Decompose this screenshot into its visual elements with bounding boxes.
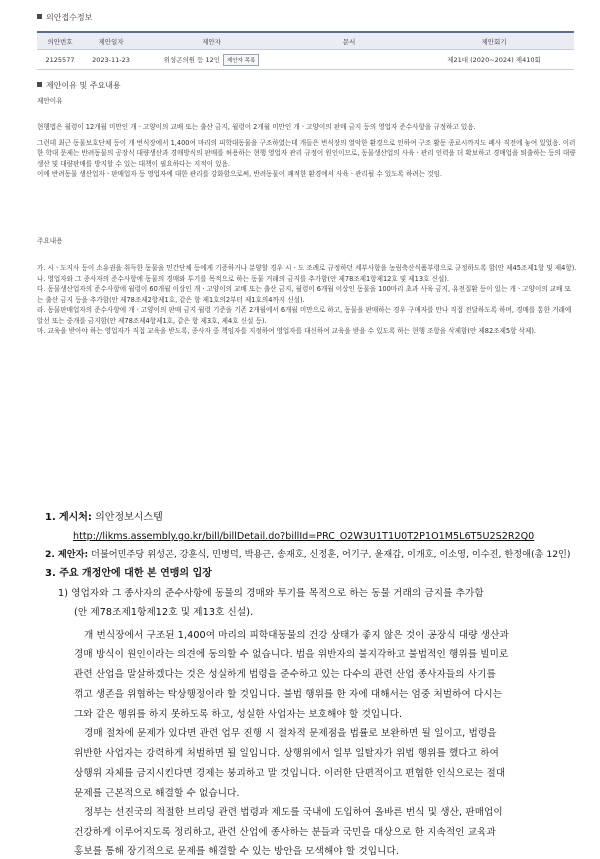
reason-section-title: 제안이유 및 주요내용 xyxy=(37,80,121,91)
proposer-name: 위성곤의원 등 12인 xyxy=(163,55,221,64)
table-row xyxy=(37,50,574,70)
session-cell: 제21대 (2020~2024) 제410회 xyxy=(414,50,574,70)
para-line: 건강하게 이루어지도록 정리하고, 관련 산업에 종사하는 분들과 국민을 대상으로 한 지속적인 교육과 xyxy=(74,827,496,838)
item-1: 1. 게시처: 의안정보시스템 xyxy=(45,512,163,523)
header-date: 제안일자 xyxy=(83,32,139,50)
para-line: 꺾고 생존을 위협하는 탁상행정이라 할 것입니다. 불법 행위를 한 자에 대해서는 엄중 처벌하여 다시는 xyxy=(74,689,503,700)
para-line: 경매 방식이 원인이라는 의견에 동의할 수 없습니다. 법을 위반자의 불지각하고 불법적인 행위를 빌미로 xyxy=(74,649,509,660)
header-proposer: 제안자 xyxy=(139,32,284,50)
table-header-row xyxy=(37,32,574,50)
proposer-cell xyxy=(139,50,284,70)
bullet-icon xyxy=(37,82,42,87)
item-2: 2. 제안자: 더불어민주당 위성곤, 강훈식, 민병덕, 박용근, 송재호, 신정훈, 어기구, 윤재갑, 이개호, 이소영, 이수진, 한정애(총 12인) xyxy=(45,549,571,560)
reason-text xyxy=(37,122,577,180)
proposal-date: 2023-11-23 xyxy=(83,50,139,70)
content-item: 다. 동물생산업자의 준수사항에 월령이 60개월 이상인 개ㆍ고양이의 교배 또는 출산 금지, 월령이 6개월 이상인 동물을 100마리 초과 사육 금지, 유전질환 등이 있는 개ㆍ고양이의 교배 또는 출산 금지 등을 추가함(안 제78조제2항제1호, 같은 항 제1호의2부터 제1호의4까지 신설). xyxy=(37,285,571,304)
proposer-list-button[interactable]: 제안자 목록 xyxy=(223,54,259,66)
bill-number: 2125577 xyxy=(37,50,83,70)
content-item: 가. 시ㆍ도지사 등이 소유권을 취득한 동물을 민간단체 등에게 기증하거나 분양할 경우 시ㆍ도 조례로 규정하던 세부사항을 농림축산식품부령으로 규정하도록 함(안 제45조제1항 및 제4항). xyxy=(37,264,577,272)
sub-item-1-ref: (안 제78조제1항제12호 및 제13호 신설). xyxy=(74,607,254,618)
item-3-value: 주요 개정안에 대한 본 연맹의 입장 xyxy=(59,568,212,579)
reason-paragraph: 이에 반려동물 생산업자ㆍ판매업자 등 영업자에 대한 관리를 강화함으로써, 반려동물이 쾌적한 환경에서 사육ㆍ관리될 수 있도록 하려는 것임. xyxy=(37,170,443,178)
para-line: 정부는 선진국의 적절한 브리딩 관련 법령과 제도를 국내에 도입하여 올바른 번식 및 생산, 판매업이 xyxy=(84,807,503,818)
bill-detail-link[interactable]: http://likms.assembly.go.kr/bill/billDetail.do?billId=PRC_O2W3U1T1U0T2P1O1M5L6T5U2S2R2Q0 xyxy=(73,531,535,542)
header-document: 문서 xyxy=(284,32,414,50)
item-2-value: 더불어민주당 위성곤, 강훈식, 민병덕, 박용근, 송재호, 신정훈, 어기구, 윤재갑, 이개호, 이소영, 이수진, 한정애(총 12인) xyxy=(91,549,571,560)
para-line: 경매 절차에 문제가 있다면 관련 업무 진행 시 절차적 문제점을 법률로 보완하면 될 일이고, 법령을 xyxy=(84,728,497,739)
content-item: 라. 동물판매업자의 준수사항에 개ㆍ고양이의 판매 금지 월령 기준을 기존 2개월에서 6개월 미만으로 하고, 동물을 판매하는 경우 구매자를 만나 직접 전달하도록 하며, 경매를 통한 거래에 알선 또는 중개를 금지함(안 제78조제4항제1호, 같은 항 제3호, 제4호 신설 등). xyxy=(37,306,572,325)
sub-item-1: 1) 영업자와 그 종사자의 준수사항에 동물의 경매와 투기를 목적으로 하는 동물 거래의 금지를 추가함 xyxy=(58,588,484,599)
header-session: 제안회기 xyxy=(414,32,574,50)
bill-info-section-title: 의안접수정보 xyxy=(37,12,92,23)
content-item: 마. 교육을 받아야 하는 영업자가 직접 교육을 받도록, 종사자 중 책임자를 지정하여 영업자를 대신하여 교육을 받을 수 있도록 하는 현행 조항을 삭제함(안 제82조제5항 삭제). xyxy=(37,327,536,335)
para-line: 개 번식장에서 구조된 1,400여 마리의 피학대동물의 건강 상태가 좋지 않은 것이 공장식 대량 생산과 xyxy=(84,630,509,641)
para-line: 문제를 근본적으로 해결할 수 없습니다. xyxy=(74,788,240,799)
document-cell xyxy=(284,50,414,70)
reason-heading: 제안이유 xyxy=(37,97,63,105)
para-line: 상행위 자체를 금지시킨다면 경제는 붕괴하고 말 것입니다. 이러한 단편적이고 편협한 인식으로는 절대 xyxy=(74,768,506,779)
para-line: 그와 같은 행위를 하지 못하도록 하고, 성실한 사업자는 보호해야 할 것입니다. xyxy=(74,709,403,720)
para-line: 위반한 사업자는 강력하게 처벌하면 될 일입니다. 상행위에서 일부 일탈자가 위법 행위를 했다고 하여 xyxy=(74,748,500,759)
item-3: 3. 주요 개정안에 대한 본 연맹의 입장 xyxy=(45,568,212,579)
reason-paragraph: 그런데 최근 동물보호단체 등이 개 번식장에서 1,400여 마리의 피학대동물을 구조하였는데 개들은 번식장의 열악한 환경으로 인하여 구조 활동 종료시까지도 폐사 직전에 놓여 있었음. 이러한 학대 문제는 반려동물의 공장식 대량생산과 경매방식의 판매를 허용하는 현행 영업자 관리 규정이 원인이므로, 동물생산업의 사육ㆍ관리 인력을 더 확보하고 경매업을 퇴출하는 등의 대량생산 및 대량판매를 방지할 수 있는 대책이 필요하다는 지적이 있음. xyxy=(37,138,576,168)
content-list xyxy=(37,263,577,337)
bullet-icon xyxy=(37,14,42,19)
para-line: 홍보를 통해 장기적으로 문제를 해결할 수 있는 방안을 모색해야 할 것입니다. xyxy=(74,846,400,857)
para-line: 관련 산업을 말살하겠다는 것은 성실하게 법령을 준수하고 있는 다수의 관련 산업 종사자들의 사기를 xyxy=(74,669,496,680)
reason-paragraph: 현행법은 월령이 12개월 미만인 개ㆍ고양이의 교배 또는 출산 금지, 월령이 2개월 미만인 개ㆍ고양이의 판매 금지 등의 영업자 준수사항을 규정하고 있음. xyxy=(37,123,476,131)
content-item: 나. 영업자와 그 종사자의 준수사항에 동물의 경매와 투기를 목적으로 하는 동물 거래의 금지를 추가함(안 제78조제1항제12호 및 제13호 신설). xyxy=(37,274,449,283)
item-1-value: 의안정보시스템 xyxy=(95,512,163,523)
content-heading: 주요내용 xyxy=(37,237,63,245)
bill-info-table xyxy=(37,31,574,70)
header-bill-number: 의안번호 xyxy=(37,32,83,50)
